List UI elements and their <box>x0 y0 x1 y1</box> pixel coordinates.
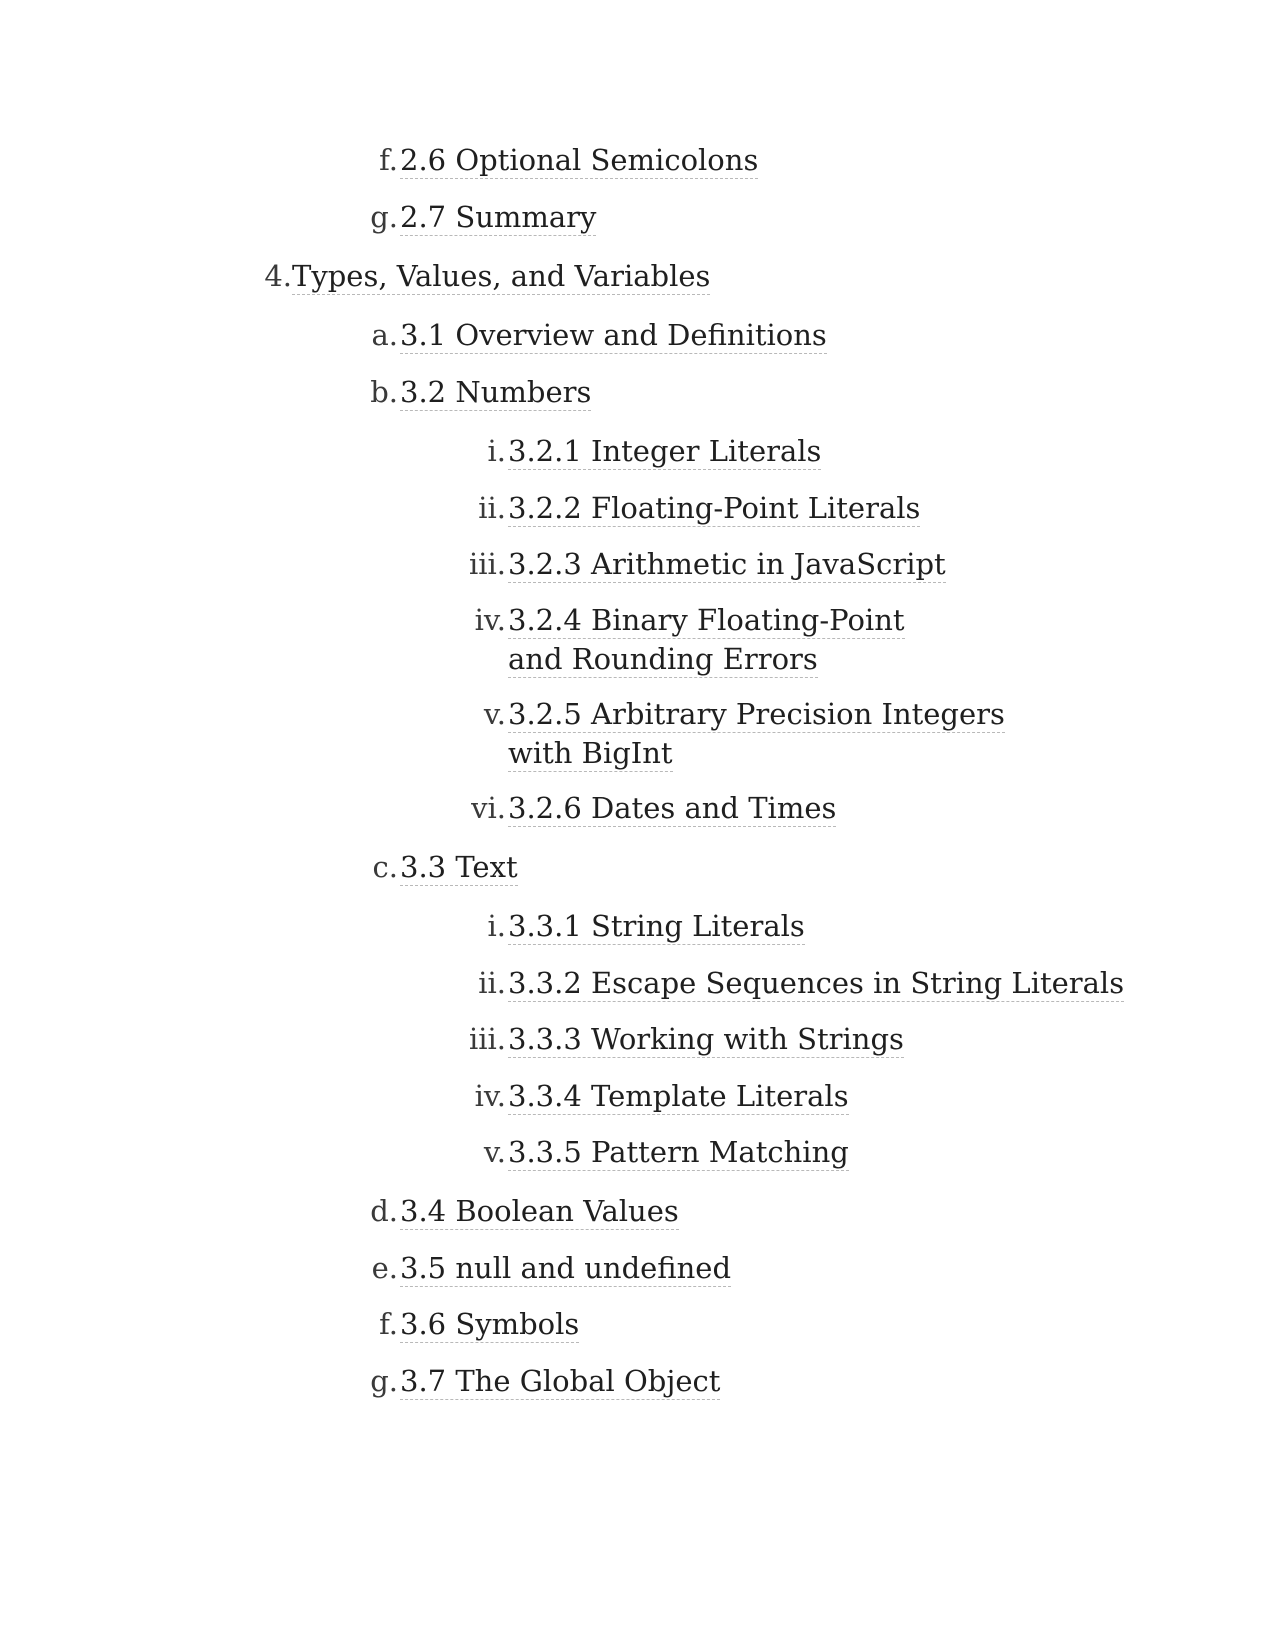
toc-link-numbers[interactable]: 3.2 Numbers <box>400 375 592 409</box>
toc-entry <box>370 373 592 412</box>
list-marker: ii. <box>478 491 506 525</box>
toc-link-integer-literals[interactable]: 3.2.1 Integer Literals <box>508 434 822 468</box>
toc-entry <box>474 1077 849 1116</box>
list-marker: vi. <box>471 791 506 825</box>
toc-link-symbols[interactable]: 3.6 Symbols <box>400 1307 580 1341</box>
toc-link-pattern-matching[interactable]: 3.3.5 Pattern Matching <box>508 1135 849 1169</box>
toc-entry <box>379 141 759 180</box>
list-marker: iii. <box>468 1022 506 1056</box>
list-marker: i. <box>487 909 506 943</box>
toc-entry <box>487 432 822 471</box>
list-marker: iv. <box>474 603 506 637</box>
toc-entry <box>474 601 948 679</box>
list-marker: f. <box>379 1307 398 1341</box>
toc-link-overview-definitions[interactable]: 3.1 Overview and Definitions <box>400 318 827 352</box>
toc-entry <box>483 695 1048 773</box>
toc-entry <box>487 907 805 946</box>
list-marker: b. <box>370 375 398 409</box>
toc-link-bigint[interactable]: 3.2.5 Arbitrary Precision Integers with BigInt <box>508 697 1005 770</box>
list-marker: f. <box>379 143 398 177</box>
toc-entry <box>370 1362 721 1401</box>
toc-entry <box>478 964 1125 1003</box>
toc-link-template-literals[interactable]: 3.3.4 Template Literals <box>508 1079 849 1113</box>
toc-entry <box>379 1305 580 1344</box>
list-marker: v. <box>483 697 506 731</box>
toc-entry <box>370 198 597 237</box>
toc-entry <box>370 1192 679 1231</box>
toc-entry <box>468 545 946 584</box>
list-marker: v. <box>483 1135 506 1169</box>
toc-entry <box>371 316 827 355</box>
list-marker: g. <box>370 1364 398 1398</box>
list-marker: e. <box>371 1251 398 1285</box>
toc-link-types-values-variables[interactable]: Types, Values, and Variables <box>292 259 711 293</box>
toc-entry <box>371 1249 732 1288</box>
list-marker: d. <box>370 1194 398 1228</box>
toc-link-escape-sequences[interactable]: 3.3.2 Escape Sequences in String Literals <box>508 966 1125 1000</box>
toc-link-floating-point-literals[interactable]: 3.2.2 Floating-Point Literals <box>508 491 921 525</box>
toc-link-text[interactable]: 3.3 Text <box>400 850 518 884</box>
toc-link-arithmetic[interactable]: 3.2.3 Arithmetic in JavaScript <box>508 547 946 581</box>
toc-link-global-object[interactable]: 3.7 The Global Object <box>400 1364 721 1398</box>
list-marker: a. <box>371 318 398 352</box>
list-marker: ii. <box>478 966 506 1000</box>
toc-link-working-with-strings[interactable]: 3.3.3 Working with Strings <box>508 1022 904 1056</box>
list-marker: iv. <box>474 1079 506 1113</box>
toc-link-binary-floating-point[interactable]: 3.2.4 Binary Floating-Point and Rounding Errors <box>508 603 905 676</box>
toc-link-string-literals[interactable]: 3.3.1 String Literals <box>508 909 805 943</box>
list-marker: c. <box>372 850 398 884</box>
list-marker: 4. <box>264 259 292 293</box>
toc-entry <box>483 1133 849 1172</box>
toc-link-optional-semicolons[interactable]: 2.6 Optional Semicolons <box>400 143 759 177</box>
toc-entry <box>264 257 711 296</box>
toc-link-null-undefined[interactable]: 3.5 null and undefined <box>400 1251 732 1285</box>
toc-entry <box>372 848 518 887</box>
toc-link-dates-times[interactable]: 3.2.6 Dates and Times <box>508 791 837 825</box>
toc-link-boolean-values[interactable]: 3.4 Boolean Values <box>400 1194 679 1228</box>
toc-entry <box>478 489 921 528</box>
list-marker: i. <box>487 434 506 468</box>
toc-entry <box>471 789 837 828</box>
toc-entry <box>468 1020 904 1059</box>
toc-link-summary[interactable]: 2.7 Summary <box>400 200 597 234</box>
list-marker: g. <box>370 200 398 234</box>
list-marker: iii. <box>468 547 506 581</box>
